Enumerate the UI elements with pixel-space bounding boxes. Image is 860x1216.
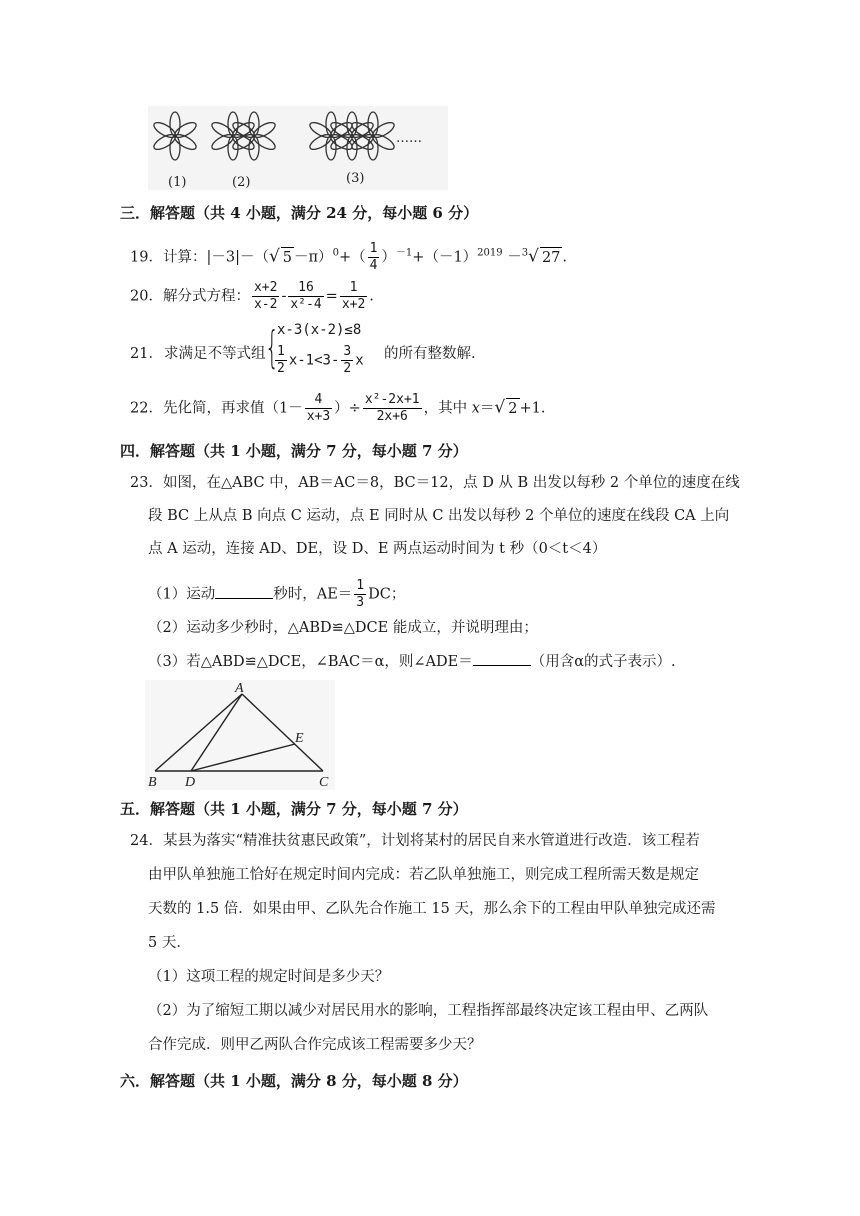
q19-close-paren: ） <box>381 249 396 266</box>
section-3-heading: 三．解答题（共 4 小题，满分 24 分，每小题 6 分） <box>120 204 479 222</box>
q20-minus: - <box>281 288 287 305</box>
q22-sqrt2: 2 <box>506 398 519 419</box>
triangle-figure <box>145 680 335 790</box>
q19-number: 19． <box>130 249 163 266</box>
triangle-svg <box>145 680 335 790</box>
q21-tail: 的所有整数解. <box>384 346 476 362</box>
q23-line-1: 23．如图，在△ABC 中，AB＝AC＝8，BC＝12，点 D 从 B 出发以每秒 2 个单位的速度在线 <box>130 475 740 491</box>
q23-blank-3[interactable] <box>473 653 531 666</box>
q23-blank-1[interactable] <box>215 586 273 599</box>
vertex-C-label: C <box>319 775 329 790</box>
q24-line-2: 由甲队单独施工恰好在规定时间内完成：若乙队单独施工，则完成工程所需天数是规定 <box>148 867 699 883</box>
q22-number: 22． <box>130 400 163 417</box>
q20-equals: = <box>325 288 338 305</box>
q19-sqrt5: 5 <box>281 247 294 268</box>
q21-number: 21． <box>130 346 163 362</box>
q20-number: 20． <box>130 288 163 305</box>
q19-plus-paren: +（ <box>338 249 366 266</box>
q24-part-2a: （2）为了缩短工期以减少对居民用水的影响，工程指挥部最终决定该工程由甲、乙两队 <box>148 1003 709 1019</box>
q21-inequality-1: x-3(x-2)≤8 <box>277 322 362 338</box>
question-19: 19．计算：|－3|－（√ 5 －π）$^0$+（ $\frac{1}{4}$ ）$^{-1}+(-1)^{2019} -^3√$ 27 . <box>130 241 568 273</box>
q19-exp0: 0 <box>332 247 339 259</box>
flower-pattern-figure <box>148 106 448 190</box>
q19-exp-neg1: －1 <box>395 247 413 259</box>
section-6-heading: 六．解答题（共 1 小题，满分 8 分，每小题 8 分） <box>120 1072 468 1090</box>
q23-line-2: 段 BC 上从点 B 向点 C 运动，点 E 同时从 C 出发以每秒 2 个单位的速度在线段 CA 上向 <box>148 508 730 524</box>
question-22: 22．先化简，再求值（1－ $\frac{4}{x+3}$ ）÷ $\frac{\text{x²-2x+1}}{2x+6}$ ，其中 x＝√ 2 +1. <box>130 392 546 424</box>
q22-fraction-1: $\frac{4}{x+3}$ <box>306 392 331 424</box>
section-4-heading: 四．解答题（共 1 小题，满分 7 分，每小题 7 分） <box>120 442 468 460</box>
flower-label-3: (3) <box>346 171 365 186</box>
q19-minus-pi: －π） <box>294 249 333 266</box>
q23-part-2: （2）运动多少秒时，△ABD≌△DCE 能成立，并说明理由； <box>148 620 538 636</box>
q19-minus: － <box>507 249 522 266</box>
flower-label-2: (2) <box>232 175 251 190</box>
q19-quarter-fraction: $\frac{1}{4}$ <box>369 241 378 273</box>
vertex-E-label: E <box>295 731 304 746</box>
vertex-B-label: B <box>148 775 157 790</box>
q23-part-1: （1）运动 秒时，AE＝ $\frac{1}{3}$ DC； <box>148 578 406 610</box>
vertex-D-label: D <box>185 775 196 790</box>
q20-end: . <box>369 288 374 305</box>
q20-fraction-1: $\frac{x+2}{x-2}$ <box>253 280 278 312</box>
q20-text: 解分式方程： <box>162 288 250 305</box>
q22-eq: ＝ <box>479 400 495 417</box>
q22-close: ）÷ <box>334 400 361 417</box>
flower-pattern-svg <box>148 106 448 190</box>
q24-line-1: 24．某县为落实“精准扶贫惠民政策”，计划将某村的居民自来水管道进行改造．该工程若 <box>130 833 700 849</box>
q23-part-3: （3）若△ABD≌△DCE，∠BAC＝α，则∠ADE＝ （用含α的式子表示）. <box>148 654 676 670</box>
q19-end: . <box>562 249 568 266</box>
q22-x: x <box>471 400 480 417</box>
q21-text: 求满足不等式组 <box>164 346 266 362</box>
question-20 <box>130 280 374 313</box>
q19-cbrt-index: 3 <box>521 247 529 259</box>
q22-text: 先化简，再求值（1－ <box>162 400 303 417</box>
q19-cbrt-value: 27 <box>540 247 562 268</box>
q19-plus-neg1: +（－1） <box>412 249 478 266</box>
q24-line-3: 天数的 1.5 倍．如果由甲、乙队先合作施工 15 天，那么余下的工程由甲队单独完成还需 <box>148 901 716 917</box>
vertex-A-label: A <box>235 681 244 696</box>
q21-inequality-2: $\frac{1}{2}$ x-1<3- $\frac{3}{2}$ x <box>277 344 364 376</box>
q24-line-4: 5 天． <box>148 935 191 951</box>
q20-fraction-2: $\frac{16}{\text{x²-4}}$ <box>290 280 322 312</box>
q21-brace: { <box>265 322 279 373</box>
q23-line-3: 点 A 运动，连接 AD、DE，设 D、E 两点运动时间为 t 秒（0＜t＜4） <box>148 541 607 557</box>
q24-part-1: （1）这项工程的规定时间是多少天？ <box>148 969 390 985</box>
flower-ellipsis: …… <box>396 131 422 146</box>
q24-part-2b: 合作完成．则甲乙两队合作完成该工程需要多少天？ <box>148 1037 482 1053</box>
section-5-heading: 五．解答题（共 1 小题，满分 7 分，每小题 7 分） <box>120 800 468 818</box>
q20-fraction-3: $\frac{1}{x+2}$ <box>341 280 366 312</box>
q22-tail2: +1. <box>519 400 546 417</box>
flower-label-1: (1) <box>168 175 187 190</box>
q19-text: 计算：|－3|－（ <box>162 249 269 266</box>
q22-fraction-2: $\frac{\text{x²-2x+1}}{2x+6}$ <box>364 392 420 424</box>
q19-exp2019: 2019 <box>477 247 503 259</box>
q22-tail1: ，其中 <box>423 400 472 417</box>
